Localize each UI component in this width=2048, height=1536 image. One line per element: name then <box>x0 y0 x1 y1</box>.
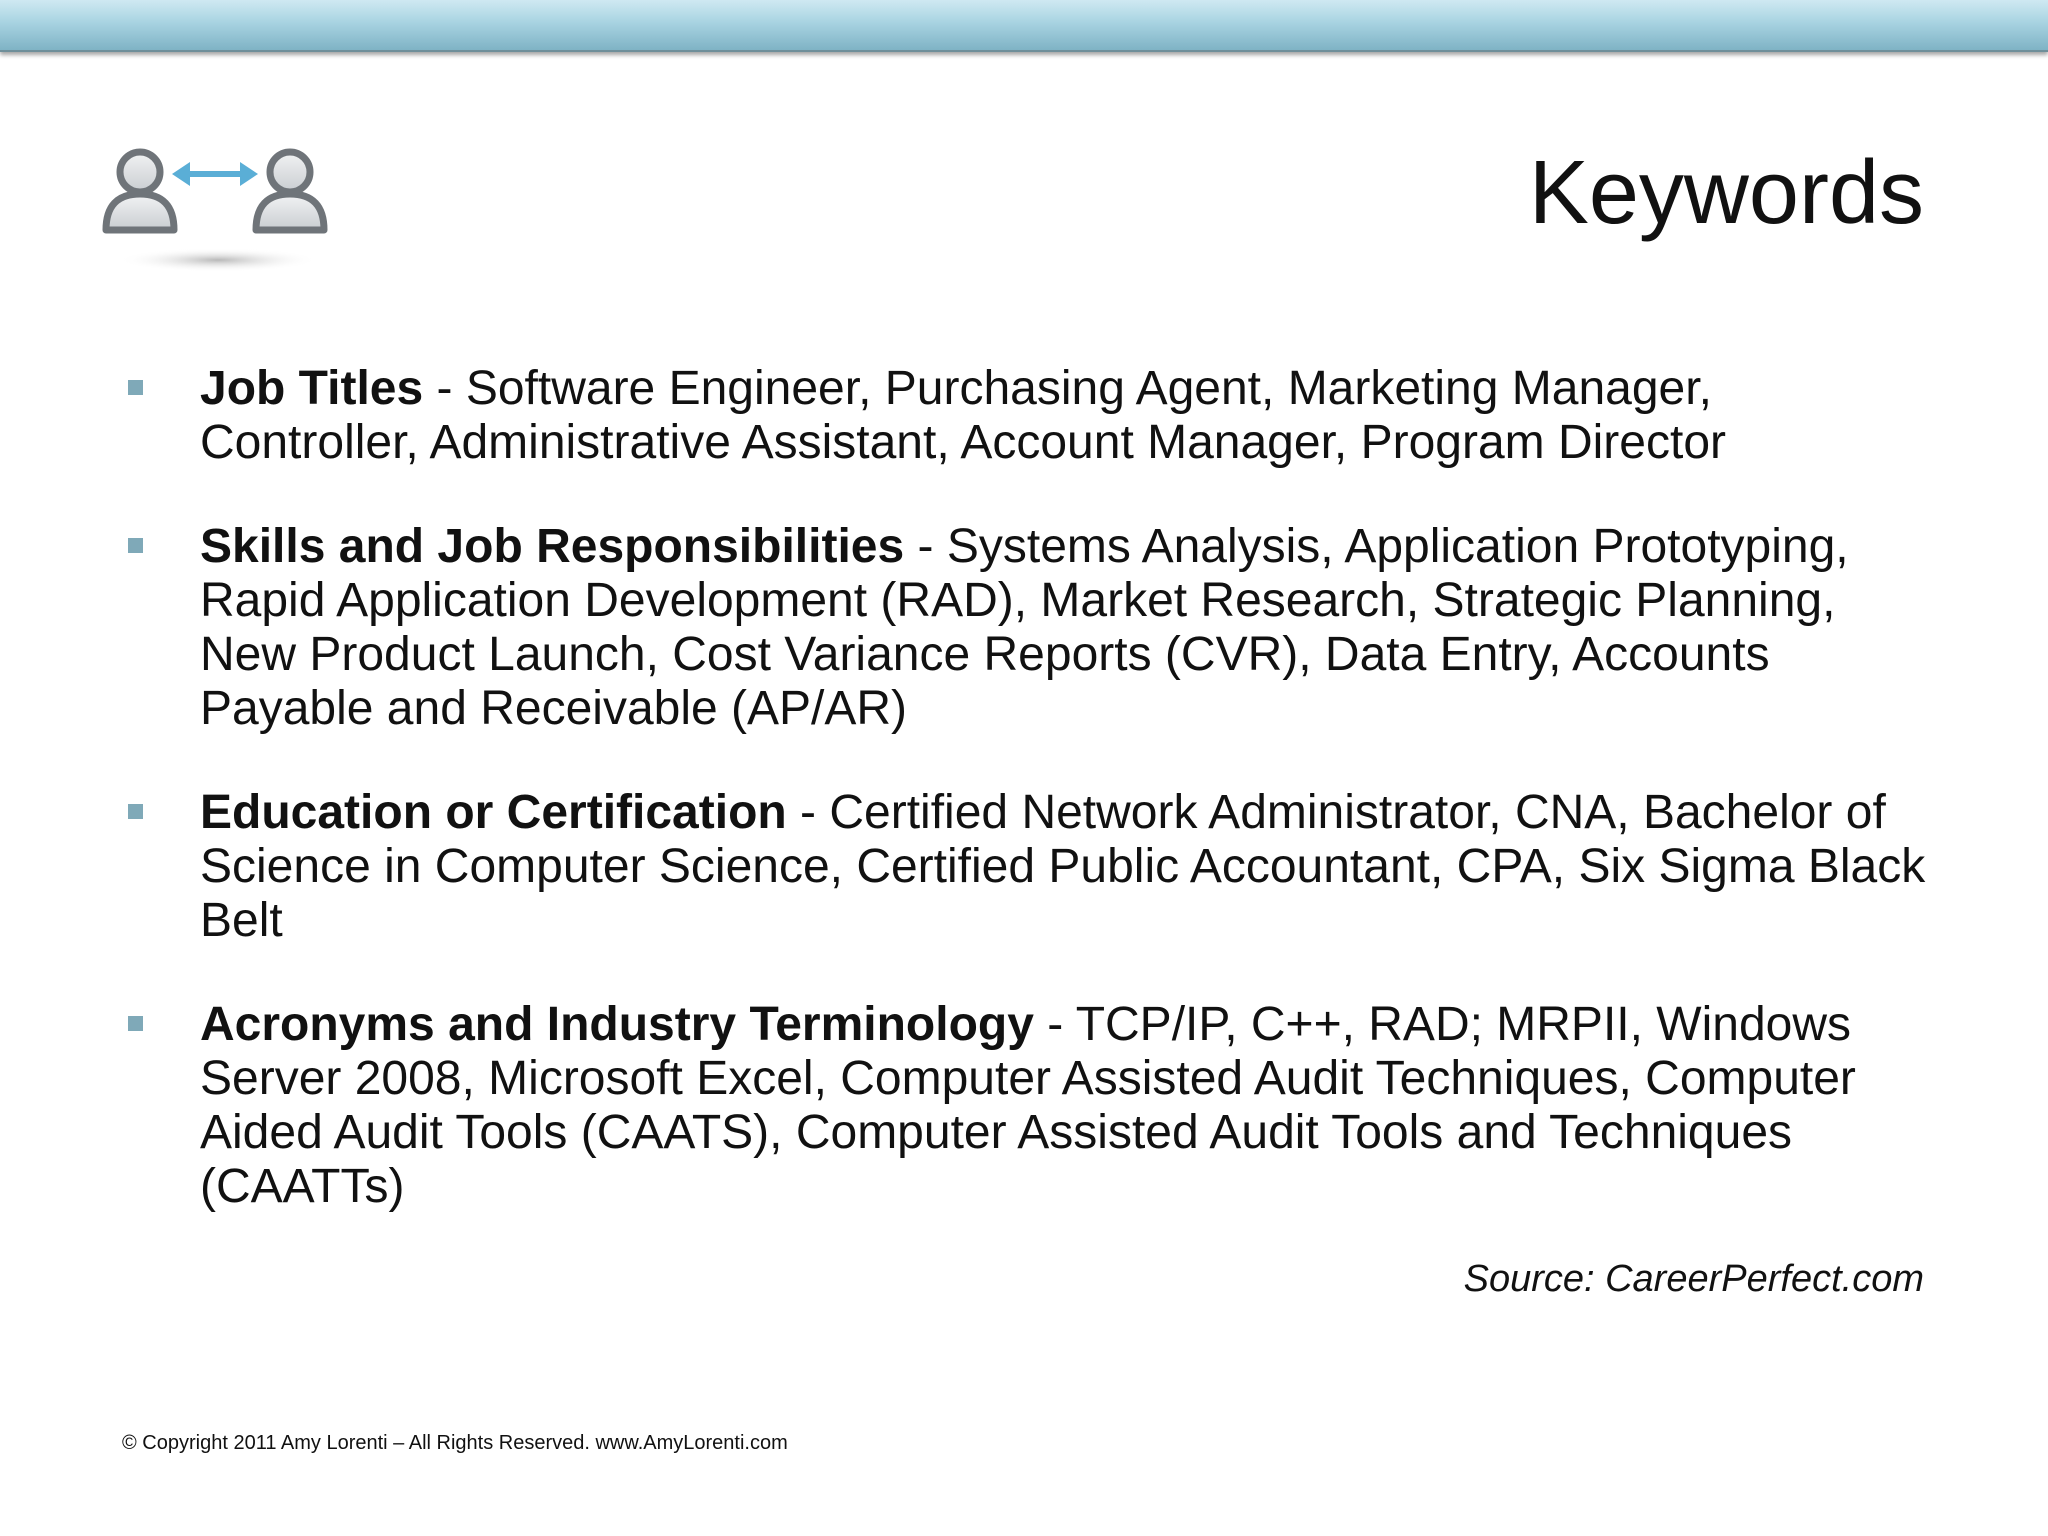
bullet-term: Education or Certification <box>200 786 787 839</box>
list-item-job-titles <box>120 362 1940 470</box>
keyword-list <box>120 362 1940 1264</box>
bullet-text: - TCP/IP, C++, RAD; MRPII, Windows Server 2008, Microsoft Excel, Computer Assisted Audit Techniques, Computer Aided Audit Tools (CAATS), Computer Assisted Audit Tools and Techniques (CAATTs) <box>200 998 1856 1213</box>
bullet-text: - Systems Analysis, Application Prototyping, Rapid Application Development (RAD), Market Research, Strategic Planning, New Product Launch, Cost Variance Reports (CVR), Data Entry, Accounts Payable and Receivable (AP/AR) <box>200 520 1849 735</box>
list-item-acronyms <box>120 998 1940 1214</box>
user-exchange-icon <box>100 138 336 278</box>
list-item-skills <box>120 520 1940 736</box>
bullet-square-icon <box>128 538 143 553</box>
bullet-square-icon <box>128 804 143 819</box>
person-left-icon <box>106 152 174 230</box>
bullet-square-icon <box>128 1016 143 1031</box>
bullet-text: - Software Engineer, Purchasing Agent, Marketing Manager, Controller, Administrative Assistant, Account Manager, Program Director <box>200 362 1726 469</box>
bullet-term: Acronyms and Industry Terminology <box>200 998 1034 1051</box>
bullet-term: Job Titles <box>200 362 424 415</box>
bullet-text: - Certified Network Administrator, CNA, Bachelor of Science in Computer Science, Certified Public Accountant, CPA, Six Sigma Black Belt <box>200 786 1926 947</box>
bullet-square-icon <box>128 380 143 395</box>
slide-title: Keywords <box>1528 143 1924 243</box>
bullet-term: Skills and Job Responsibilities <box>200 520 905 573</box>
header-bar <box>0 0 2048 52</box>
source-citation: Source: CareerPerfect.com <box>1463 1258 1924 1300</box>
double-arrow-icon <box>172 162 258 186</box>
list-item-education <box>120 786 1940 948</box>
copyright-footer: © Copyright 2011 Amy Lorenti – All Rights Reserved. www.AmyLorenti.com <box>122 1432 788 1454</box>
person-right-icon <box>256 152 324 230</box>
